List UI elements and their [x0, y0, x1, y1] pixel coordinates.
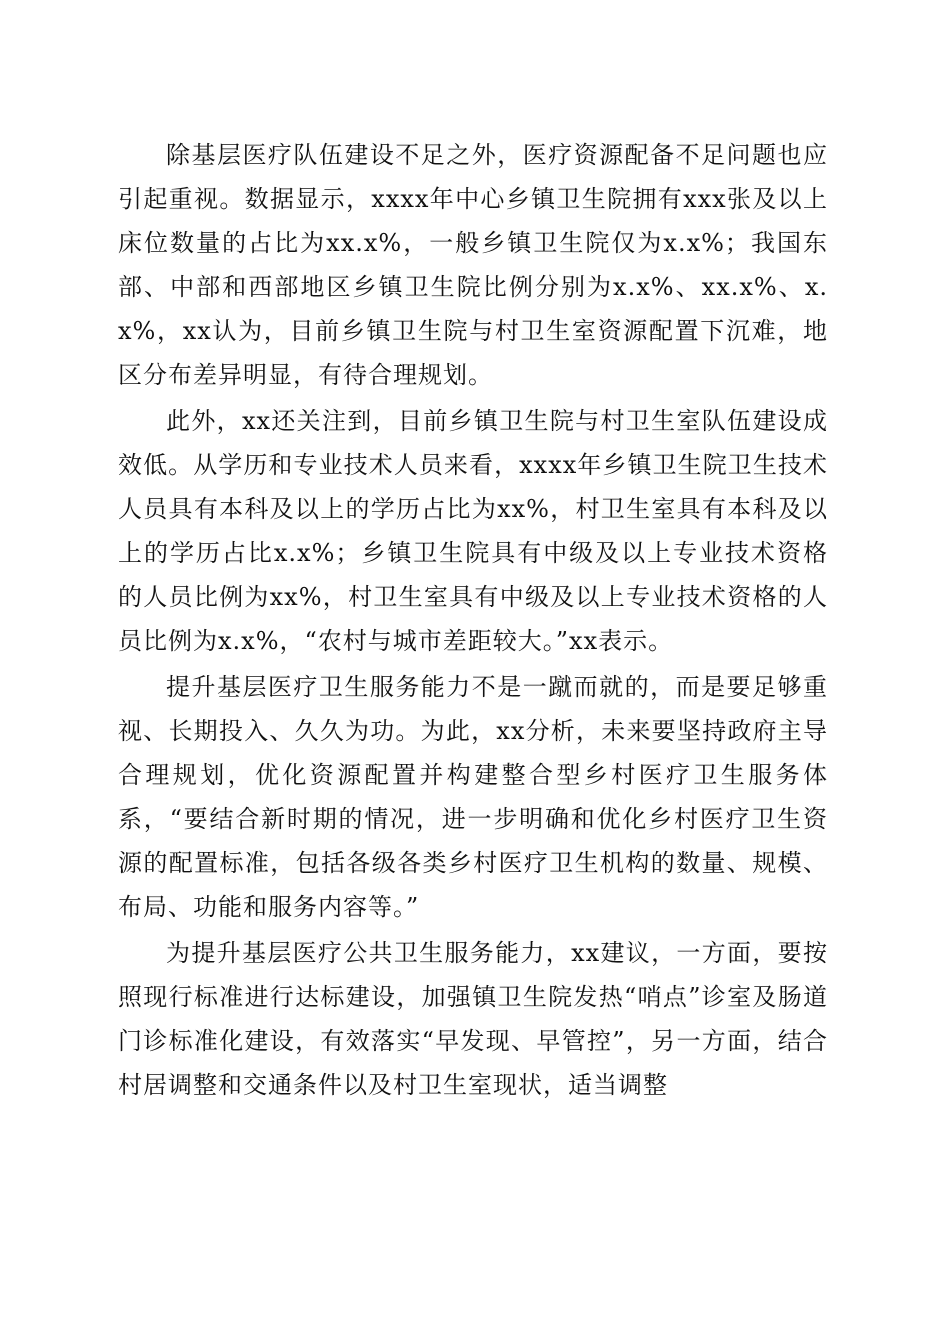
paragraph-recommendations: 为提升基层医疗公共卫生服务能力，xx建议，一方面，要按照现行标准进行达标建设，加强镇卫生院发热“哨点”诊室及肠道门诊标准化建设，有效落实“早发现、早管控”，另一方面，结合村居调整和交通条件以及村卫生室现状，适当调整: [118, 939, 828, 1099]
document-body: [118, 133, 828, 1107]
paragraph-resource-shortage: 除基层医疗队伍建设不足之外，医疗资源配备不足问题也应引起重视。数据显示，xxxx年中心乡镇卫生院拥有xxx张及以上床位数量的占比为xx.x%，一般乡镇卫生院仅为x.x%；我国东部、中部和西部地区乡镇卫生院比例分别为x.x%、xx.x%、x.x%，xx认为，目前乡镇卫生院与村卫生室资源配置下沉难，地区分布差异明显，有待合理规划。: [118, 141, 828, 389]
paragraph-workforce-effectiveness: 此外，xx还关注到，目前乡镇卫生院与村卫生室队伍建设成效低。从学历和专业技术人员来看，xxxx年乡镇卫生院卫生技术人员具有本科及以上的学历占比为xx%，村卫生室具有本科及以上的学历占比x.x%；乡镇卫生院具有中级及以上专业技术资格的人员比例为xx%，村卫生室具有中级及以上专业技术资格的人员比例为x.x%，“农村与城市差距较大。”xx表示。: [118, 407, 828, 655]
paragraph-service-capacity: 提升基层医疗卫生服务能力不是一蹴而就的，而是要足够重视、长期投入、久久为功。为此，xx分析，未来要坚持政府主导合理规划，优化资源配置并构建整合型乡村医疗卫生服务体系，“要结合新时期的情况，进一步明确和优化乡村医疗卫生资源的配置标准，包括各级各类乡村医疗卫生机构的数量、规模、布局、功能和服务内容等。”: [118, 673, 828, 921]
